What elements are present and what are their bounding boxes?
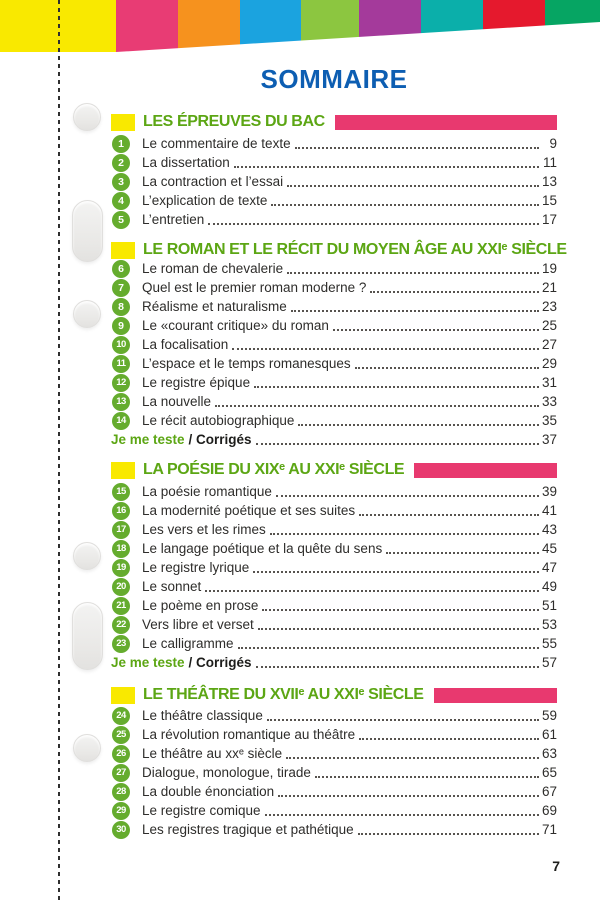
item-number-badge: 15	[112, 483, 130, 501]
pink-header-bar	[414, 463, 557, 478]
toc-row	[111, 725, 557, 744]
item-page-number: 17	[541, 212, 557, 227]
item-label: Les vers et les rimes	[142, 522, 266, 537]
yellow-bullet-square	[111, 462, 135, 479]
page-title: SOMMAIRE	[260, 64, 408, 94]
item-number-badge: 3	[112, 173, 130, 191]
item-page-number: 23	[541, 299, 557, 314]
item-page-number: 47	[541, 560, 557, 575]
item-number-badge: 29	[112, 802, 130, 820]
item-number-badge: 4	[112, 192, 130, 210]
dotted-leader	[315, 776, 539, 778]
item-label: Vers libre et verset	[142, 617, 254, 632]
dotted-leader	[253, 571, 539, 573]
item-label: Le commentaire de texte	[142, 136, 291, 151]
section-header-theatre	[111, 686, 557, 704]
item-number-badge: 22	[112, 616, 130, 634]
item-page-number: 31	[541, 375, 557, 390]
item-number-badge: 30	[112, 821, 130, 839]
item-number-badge: 6	[112, 260, 130, 278]
dotted-leader	[298, 424, 539, 426]
item-page-number: 57	[541, 655, 557, 670]
item-page-number: 29	[541, 356, 557, 371]
item-page-number: 41	[541, 503, 557, 518]
item-page-number: 67	[541, 784, 557, 799]
dotted-leader	[256, 666, 539, 668]
item-number-badge: 7	[112, 279, 130, 297]
toc-row	[111, 820, 557, 839]
toc-row	[111, 392, 557, 411]
item-number-badge: 27	[112, 764, 130, 782]
binder-hole	[73, 103, 101, 131]
toc-row	[111, 782, 557, 801]
section-title: LA POÉSIE DU XIXᵉ AU XXIᵉ SIÈCLE	[143, 461, 405, 478]
toc-row	[111, 558, 557, 577]
item-number-badge: 10	[112, 336, 130, 354]
item-label: La modernité poétique et ses suites	[142, 503, 356, 518]
dotted-leader	[258, 628, 539, 630]
toc-row	[111, 763, 557, 782]
section-title: LE ROMAN ET LE RÉCIT DU MOYEN ÂGE AU XXIᵉ SIÈCLE	[143, 241, 567, 258]
item-page-number: 63	[541, 746, 557, 761]
toc-content	[111, 0, 567, 839]
item-page-number: 55	[541, 636, 557, 651]
pink-header-bar	[434, 688, 557, 703]
section-header-epreuves	[111, 113, 557, 131]
toc-row	[111, 744, 557, 763]
item-page-number: 37	[541, 432, 557, 447]
toc-row	[111, 354, 557, 373]
yellow-bullet-square	[111, 114, 135, 131]
item-page-number: 33	[541, 394, 557, 409]
dotted-leader	[232, 348, 539, 350]
dotted-leader	[276, 495, 539, 497]
dotted-leader	[270, 533, 539, 535]
toc-row	[111, 411, 557, 430]
toc-row	[111, 335, 557, 354]
item-number-badge: 17	[112, 521, 130, 539]
item-label: Le langage poétique et la quête du sens	[142, 541, 383, 556]
binder-hole	[73, 300, 101, 328]
item-number-badge: 11	[112, 355, 130, 373]
dotted-leader	[291, 310, 539, 312]
item-label: Dialogue, monologue, tirade	[142, 765, 311, 780]
item-label: La double énonciation	[142, 784, 275, 799]
item-label: Le roman de chevalerie	[142, 261, 284, 276]
dotted-leader	[278, 795, 539, 797]
toc-row	[111, 297, 557, 316]
toc-row	[111, 191, 557, 210]
item-label: La dissertation	[142, 155, 230, 170]
item-page-number: 65	[541, 765, 557, 780]
item-number-badge: 9	[112, 317, 130, 335]
dotted-leader	[333, 329, 539, 331]
item-page-number: 11	[542, 155, 557, 170]
toc-test-row	[111, 430, 557, 449]
item-page-number: 15	[541, 193, 557, 208]
item-label: La poésie romantique	[142, 484, 272, 499]
item-label: Le théâtre classique	[142, 708, 263, 723]
item-page-number: 53	[541, 617, 557, 632]
yellow-bullet-square	[111, 242, 135, 259]
section-rows-epreuves	[111, 134, 557, 229]
item-label: Le registre lyrique	[142, 560, 250, 575]
item-label: Quel est le premier roman moderne ?	[142, 280, 367, 295]
section-rows-theatre	[111, 706, 557, 839]
toc-row	[111, 520, 557, 539]
item-page-number: 59	[541, 708, 557, 723]
item-page-number: 21	[541, 280, 557, 295]
item-number-badge: 24	[112, 707, 130, 725]
toc-row	[111, 577, 557, 596]
toc-row	[111, 316, 557, 335]
section-header-poesie	[111, 461, 557, 479]
item-number-badge: 19	[112, 559, 130, 577]
item-label: La focalisation	[142, 337, 229, 352]
item-label: Le registre épique	[142, 375, 251, 390]
toc-row	[111, 210, 557, 229]
item-label: La révolution romantique au théâtre	[142, 727, 356, 742]
item-label: L’entretien	[142, 212, 205, 227]
test-label-green: Je me teste	[111, 655, 185, 670]
item-page-number: 71	[541, 822, 557, 837]
dotted-leader	[238, 647, 539, 649]
dotted-leader	[271, 204, 539, 206]
item-page-number: 45	[541, 541, 557, 556]
item-page-number: 69	[541, 803, 557, 818]
toc-row	[111, 259, 557, 278]
binder-hole	[72, 200, 103, 262]
item-number-badge: 21	[112, 597, 130, 615]
test-label-black: / Corrigés	[188, 655, 252, 670]
dotted-leader	[256, 443, 539, 445]
dotted-leader	[208, 223, 539, 225]
yellow-bullet-square	[111, 687, 135, 704]
item-label: Le théâtre au xxᵉ siècle	[142, 746, 283, 761]
item-label: Le registre comique	[142, 803, 261, 818]
toc-row	[111, 482, 557, 501]
binder-hole	[73, 542, 101, 570]
item-page-number: 13	[541, 174, 557, 189]
item-label: L’explication de texte	[142, 193, 268, 208]
item-label: La contraction et l’essai	[142, 174, 284, 189]
dotted-leader	[265, 814, 539, 816]
item-label: Le calligramme	[142, 636, 234, 651]
item-label: L’espace et le temps romanesques	[142, 356, 351, 371]
item-page-number: 49	[541, 579, 557, 594]
item-label: Le «courant critique» du roman	[142, 318, 329, 333]
item-label: Les registres tragique et pathétique	[142, 822, 354, 837]
item-number-badge: 14	[112, 412, 130, 430]
item-number-badge: 8	[112, 298, 130, 316]
dotted-leader	[359, 514, 539, 516]
item-label: Le poème en prose	[142, 598, 259, 613]
item-label: Le sonnet	[142, 579, 202, 594]
dotted-leader	[254, 386, 539, 388]
detachable-dashed-line	[58, 0, 60, 900]
pink-header-bar	[335, 115, 557, 130]
dotted-leader	[386, 552, 539, 554]
item-label: Réalisme et naturalisme	[142, 299, 287, 314]
item-page-number: 25	[541, 318, 557, 333]
toc-row	[111, 801, 557, 820]
item-number-badge: 18	[112, 540, 130, 558]
dotted-leader	[370, 291, 539, 293]
item-label: La nouvelle	[142, 394, 212, 409]
item-page-number: 39	[541, 484, 557, 499]
item-page-number: 35	[541, 413, 557, 428]
binder-hole	[72, 602, 103, 670]
toc-row	[111, 153, 557, 172]
item-number-badge: 2	[112, 154, 130, 172]
item-page-number: 9	[549, 136, 557, 151]
toc-row	[111, 706, 557, 725]
item-page-number: 27	[541, 337, 557, 352]
dotted-leader	[267, 719, 539, 721]
item-number-badge: 23	[112, 635, 130, 653]
dotted-leader	[287, 272, 539, 274]
section-title: LES ÉPREUVES DU BAC	[143, 113, 325, 130]
item-page-number: 19	[541, 261, 557, 276]
section-rows-poesie	[111, 482, 557, 672]
dotted-leader	[215, 405, 539, 407]
item-page-number: 51	[541, 598, 557, 613]
item-number-badge: 5	[112, 211, 130, 229]
item-number-badge: 13	[112, 393, 130, 411]
section-title: LE THÉÂTRE DU XVIIᵉ AU XXIᵉ SIÈCLE	[143, 686, 424, 703]
binder-hole	[73, 734, 101, 762]
dotted-leader	[359, 738, 539, 740]
dotted-leader	[358, 833, 539, 835]
toc-test-row	[111, 653, 557, 672]
test-label-green: Je me teste	[111, 432, 185, 447]
item-number-badge: 12	[112, 374, 130, 392]
dotted-leader	[287, 185, 539, 187]
toc-row	[111, 172, 557, 191]
dotted-leader	[286, 757, 539, 759]
toc-row	[111, 501, 557, 520]
toc-row	[111, 615, 557, 634]
item-number-badge: 1	[112, 135, 130, 153]
item-number-badge: 16	[112, 502, 130, 520]
item-label: Le récit autobiographique	[142, 413, 295, 428]
item-number-badge: 26	[112, 745, 130, 763]
item-page-number: 61	[541, 727, 557, 742]
test-label-black: / Corrigés	[188, 432, 252, 447]
dotted-leader	[295, 147, 539, 149]
toc-row	[111, 278, 557, 297]
toc-row	[111, 373, 557, 392]
toc-row	[111, 134, 557, 153]
dotted-leader	[355, 367, 539, 369]
section-header-roman	[111, 241, 567, 259]
toc-row	[111, 634, 557, 653]
section-rows-roman	[111, 259, 557, 449]
item-number-badge: 20	[112, 578, 130, 596]
dotted-leader	[234, 166, 539, 168]
item-number-badge: 28	[112, 783, 130, 801]
dotted-leader	[262, 609, 539, 611]
dotted-leader	[205, 590, 539, 592]
page-number: 7	[552, 858, 560, 874]
item-page-number: 43	[541, 522, 557, 537]
item-number-badge: 25	[112, 726, 130, 744]
toc-row	[111, 539, 557, 558]
toc-row	[111, 596, 557, 615]
